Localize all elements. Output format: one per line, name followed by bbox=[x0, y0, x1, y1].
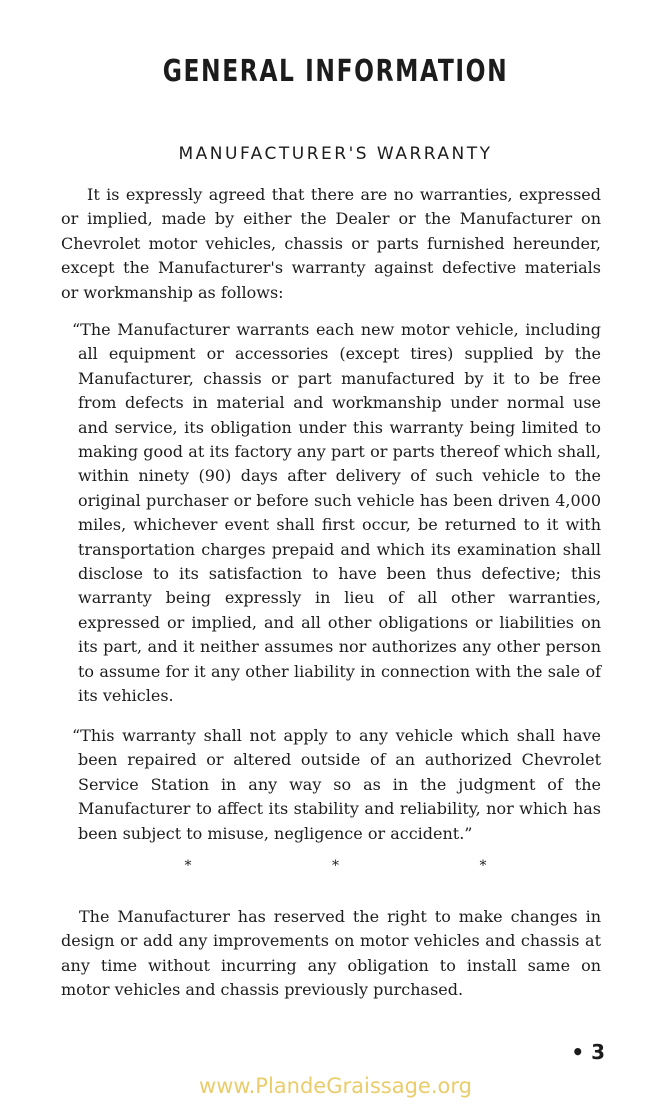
watermark-text: www.PlandeGraissage.org bbox=[199, 1074, 472, 1098]
asterism-separator: * * * bbox=[184, 858, 555, 874]
page-number: • 3 bbox=[571, 1040, 605, 1064]
section-title: MANUFACTURER'S WARRANTY bbox=[178, 144, 493, 164]
design-changes-paragraph: The Manufacturer has reserved the right to make changes in design or add any improvements on motor vehicles and chassis at any time without incurring any obligation to install same on motor vehicles and chassis previously purchased. bbox=[61, 907, 601, 1000]
exclusion-quote-paragraph: “This warranty shall not apply to any vehicle which shall have been repaired or altered outside of an authorized Chevrolet Service Station in any way so as in the judgment of the Manufacturer to affect its stability and reliability, nor which has been subject to misuse, negligence or accident.” bbox=[72, 726, 601, 843]
intro-paragraph: It is expressly agreed that there are no warranties, expressed or implied, made by either the Dealer or the Manufacturer on Chevrolet motor vehicles, chassis or parts furnished hereunder, except the Manufacturer's warranty against defective materials or workmanship as follows: bbox=[61, 185, 601, 302]
warranty-quote-paragraph: “The Manufacturer warrants each new motor vehicle, including all equipment or accessories (except tires) supplied by the Manufacturer, chassis or part manufactured by it to be free from defects in material and workmanship under normal use and service, its obligation under this warranty being limited to making good at its factory any part or parts thereof which shall, within ninety (90) days after delivery of such vehicle to the original purchaser or before such vehicle has been driven 4,000 miles, whichever event shall first occur, be returned to it with transportation charges prepaid and which its examination shall disclose to its satisfaction to have been thus defective; this warranty being expressly in lieu of all other warranties, expressed or implied, and all other obligations or liabilities on its part, and it neither assumes nor authorizes any other person to assume for it any other liability in connection with the sale of its vehicles. bbox=[72, 320, 601, 706]
chapter-title: GENERAL INFORMATION bbox=[162, 54, 509, 89]
